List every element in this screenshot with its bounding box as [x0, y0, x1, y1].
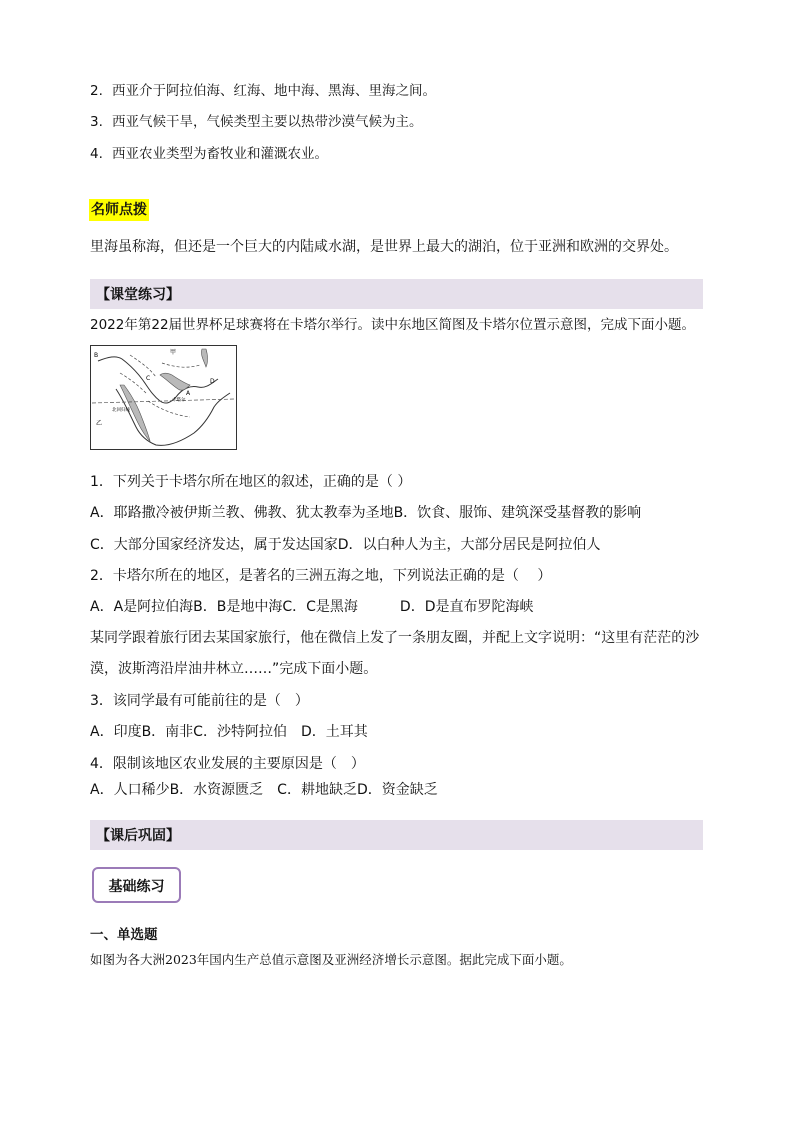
map-label-a: A [186, 390, 191, 397]
section-intro: 如图为各大洲2023年国内生产总值示意图及亚洲经济增长示意图。据此完成下面小题。 [90, 952, 572, 967]
tip-label: 名师点拨 [89, 199, 149, 221]
class-practice-band [90, 279, 703, 309]
middle-east-map [90, 345, 237, 450]
point-number: 4. [90, 146, 103, 162]
point-4 [90, 145, 328, 163]
map-label-d: D [210, 378, 215, 385]
question-4-options: A．人口稀少B．水资源匮乏 C．耕地缺乏D．资金缺乏 [90, 782, 438, 798]
point-text: 西亚农业类型为畜牧业和灌溉农业。 [112, 146, 328, 162]
class-practice-intro: 2022年第22届世界杯足球赛将在卡塔尔举行。读中东地区简图及卡塔尔位置示意图，完成下面小题。 [90, 317, 696, 333]
tip-text: 里海虽称海，但还是一个巨大的内陆咸水湖，是世界上最大的湖泊，位于亚洲和欧洲的交界处。 [90, 239, 678, 255]
point-number: 2. [90, 83, 103, 99]
question-2-options: A．A是阿拉伯海B．B是地中海C．C是黑海 D．D是直布罗陀海峡 [90, 599, 534, 615]
map-frame [91, 346, 237, 450]
map-label-c: C [146, 375, 151, 382]
question-2: 2．卡塔尔所在的地区，是著名的三洲五海之地，下列说法正确的是（ ） [90, 568, 552, 584]
map-label-qatar: 卡塔尔 [172, 398, 186, 403]
basic-practice-box [92, 867, 181, 903]
map-label-b: B [94, 352, 99, 359]
point-number: 3. [90, 114, 103, 130]
scenario-line-2: 漠，波斯湾沿岸油井林立……”完成下面小题。 [90, 661, 378, 677]
question-3: 3．该同学最有可能前往的是（ ） [90, 693, 309, 709]
point-2 [90, 82, 436, 100]
after-class-band [90, 820, 703, 850]
question-1-options-cd: C．大部分国家经济发达，属于发达国家D．以白种人为主，大部分居民是阿拉伯人 [90, 537, 601, 553]
class-practice-heading: 【课堂练习】 [96, 287, 180, 303]
scenario-line-1: 某同学跟着旅行团去某国家旅行，他在微信上发了一条朋友圈，并配上文字说明：“这里有茫茫的沙 [90, 630, 700, 646]
question-1: 1．下列关于卡塔尔所在地区的叙述，正确的是（ ） [90, 474, 412, 490]
question-4: 4．限制该地区农业发展的主要原因是（ ） [90, 756, 365, 772]
question-3-options: A．印度B．南非C．沙特阿拉伯 D．土耳其 [90, 724, 368, 740]
section-title: 一、单选题 [90, 927, 158, 943]
question-1-options-ab: A．耶路撒冷被伊斯兰教、佛教、犹太教奉为圣地B．饮食、服饰、建筑深受基督教的影响 [90, 505, 642, 521]
basic-practice-label: 基础练习 [108, 879, 165, 895]
point-3 [90, 113, 423, 131]
map-label-yi: 乙 [96, 420, 103, 427]
point-text: 西亚介于阿拉伯海、红海、地中海、黑海、里海之间。 [112, 83, 436, 99]
point-text: 西亚气候干旱，气候类型主要以热带沙漠气候为主。 [112, 114, 423, 130]
after-class-heading: 【课后巩固】 [96, 828, 180, 844]
map-label-tropic: 北回归线 [112, 408, 130, 413]
map-label-jia: 甲 [170, 349, 177, 356]
